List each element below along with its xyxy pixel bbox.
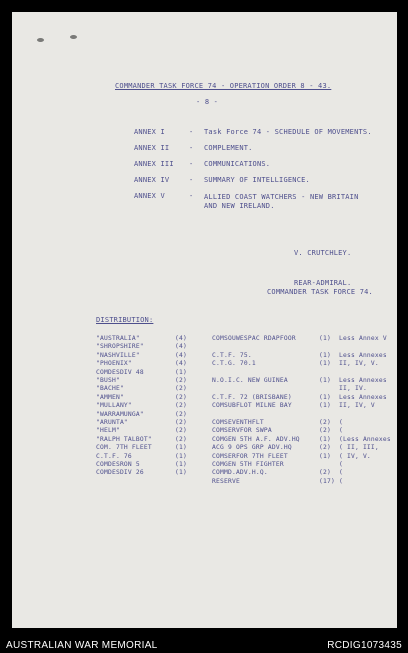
distribution-copies-2: (1)	[319, 335, 331, 342]
page-number: - 8 -	[196, 98, 219, 106]
distribution-copies-2: (17)	[319, 477, 335, 485]
distribution-note: Less Annexes	[339, 393, 387, 401]
document-title: COMMANDER TASK FORCE 74 - OPERATION ORDER 8 - 43.	[115, 82, 332, 90]
distribution-addressee-2: ACG 9 OPS GRP ADV.HQ	[212, 444, 292, 452]
distribution-copies-2: (2)	[319, 419, 331, 426]
annex-text: Task Force 74 - SCHEDULE OF MOVEMENTS.	[204, 128, 372, 136]
distribution-note: (Less Annexes	[339, 435, 391, 443]
distribution-addressee: "WARRAMUNGA"	[96, 410, 144, 418]
distribution-copies-2: (2)	[319, 427, 331, 435]
distribution-copies-2: (1)	[319, 351, 331, 359]
distribution-addressee-2: C.T.G. 70.1	[212, 360, 256, 368]
distribution-addressee: COM. 7TH FLEET	[96, 444, 152, 452]
distribution-note: Less Annexes	[339, 377, 387, 384]
distribution-addressee-2: COMSERVFOR SWPA	[212, 427, 272, 435]
distribution-addressee-2: C.T.F. 75.	[212, 351, 252, 359]
distribution-addressee: COMDESDIV 26	[96, 469, 144, 477]
annex-dash: -	[189, 128, 194, 136]
annex-text: SUMMARY OF INTELLIGENCE.	[204, 176, 310, 184]
annex-text: COMPLEMENT.	[204, 144, 253, 152]
annex-number: ANNEX V	[134, 192, 165, 200]
distribution-copies: (2)	[175, 402, 187, 410]
signature-title: COMMANDER TASK FORCE 74.	[267, 288, 373, 296]
distribution-addressee: "SHROPSHIRE"	[96, 343, 144, 351]
distribution-copies: (4)	[175, 351, 187, 359]
distribution-addressee-2: COMSERFOR 7TH FLEET	[212, 452, 288, 460]
distribution-note: Less Annexes	[339, 351, 387, 359]
distribution-addressee-2: COMSEVENTHFLT	[212, 419, 264, 426]
distribution-copies-2: (1)	[319, 402, 331, 410]
distribution-copies-2: (1)	[319, 377, 331, 384]
distribution-note: (	[339, 477, 343, 485]
distribution-addressee: COMDESDIV 48	[96, 368, 144, 376]
punch-hole-mark	[70, 35, 77, 39]
signature-rank: REAR-ADMIRAL.	[294, 279, 352, 287]
distribution-copies: (2)	[175, 385, 187, 393]
distribution-copies: (2)	[175, 410, 187, 418]
distribution-addressee-2: COMSOUWESPAC RDAPFOOR	[212, 335, 296, 342]
distribution-addressee: "ARUNTA"	[96, 419, 128, 426]
annex-number: ANNEX I	[134, 128, 165, 136]
distribution-addressee: "AMMEN"	[96, 393, 124, 401]
distribution-note: ( IV, V.	[339, 452, 371, 460]
punch-hole-mark	[37, 38, 44, 42]
signature-name: V. CRUTCHLEY.	[294, 249, 352, 257]
distribution-addressee: "NASHVILLE"	[96, 351, 140, 359]
annex-number: ANNEX IV	[134, 176, 170, 184]
annex-dash: -	[189, 176, 194, 184]
distribution-heading: DISTRIBUTION:	[96, 316, 154, 324]
distribution-copies: (4)	[175, 335, 187, 342]
distribution-note: Less Annex V	[339, 335, 387, 342]
distribution-copies: (4)	[175, 360, 187, 368]
distribution-copies: (1)	[175, 469, 187, 477]
annex-dash: -	[189, 144, 194, 152]
distribution-addressee: "HELM"	[96, 427, 120, 435]
annex-number: ANNEX III	[134, 160, 174, 168]
distribution-addressee: "MULLANY"	[96, 402, 132, 410]
distribution-note: II, IV, V.	[339, 360, 379, 368]
distribution-copies: (2)	[175, 377, 187, 384]
document-page	[12, 12, 397, 628]
distribution-copies: (2)	[175, 393, 187, 401]
distribution-addressee-2: RESERVE	[212, 477, 240, 485]
distribution-note: II, IV.	[339, 385, 367, 393]
distribution-addressee-2: C.T.F. 72 (BRISBANE)	[212, 393, 292, 401]
distribution-addressee: COMDESRON 5	[96, 461, 140, 468]
distribution-copies-2: (2)	[319, 469, 331, 477]
annex-dash: -	[189, 192, 194, 200]
distribution-addressee: "BUSH"	[96, 377, 120, 384]
distribution-copies-2: (1)	[319, 452, 331, 460]
distribution-addressee-2: COMGEN 5TH A.F. ADV.HQ	[212, 435, 300, 443]
distribution-addressee: "PHOENIX"	[96, 360, 132, 368]
footer-record-id: RCDIG1073435	[327, 640, 402, 651]
distribution-addressee-2: COMSUBFLOT MILNE BAY	[212, 402, 292, 410]
distribution-note: (	[339, 461, 343, 468]
distribution-addressee-2: N.O.I.C. NEW GUINEA	[212, 377, 288, 384]
distribution-addressee: "BACHE"	[96, 385, 124, 393]
distribution-addressee-2: COMMD.ADV.H.Q.	[212, 469, 268, 477]
distribution-note: (	[339, 427, 343, 435]
annex-dash: -	[189, 160, 194, 168]
footer-archive-name: AUSTRALIAN WAR MEMORIAL	[6, 640, 158, 651]
distribution-copies: (2)	[175, 427, 187, 435]
distribution-copies: (4)	[175, 343, 187, 351]
distribution-addressee-2: COMGEN 5TH FIGHTER	[212, 461, 284, 468]
distribution-copies: (1)	[175, 444, 187, 452]
distribution-note: (	[339, 469, 343, 477]
distribution-addressee: "AUSTRALIA"	[96, 335, 140, 342]
annex-number: ANNEX II	[134, 144, 170, 152]
distribution-addressee: C.T.F. 76	[96, 452, 132, 460]
distribution-note: ( II, III,	[339, 444, 379, 452]
distribution-copies: (2)	[175, 419, 187, 426]
distribution-copies-2: (1)	[319, 435, 331, 443]
distribution-copies: (1)	[175, 368, 187, 376]
distribution-copies-2: (2)	[319, 444, 331, 452]
distribution-copies-2: (1)	[319, 360, 331, 368]
distribution-copies: (1)	[175, 452, 187, 460]
distribution-copies-2: (1)	[319, 393, 331, 401]
distribution-note: (	[339, 419, 343, 426]
distribution-copies: (1)	[175, 461, 187, 468]
annex-text: COMMUNICATIONS.	[204, 160, 271, 168]
distribution-note: II, IV, V	[339, 402, 375, 410]
annex-text: ALLIED COAST WATCHERS - NEW BRITAIN AND NEW IRELAND.	[204, 193, 359, 210]
distribution-copies: (2)	[175, 435, 187, 443]
distribution-addressee: "RALPH TALBOT"	[96, 435, 152, 443]
